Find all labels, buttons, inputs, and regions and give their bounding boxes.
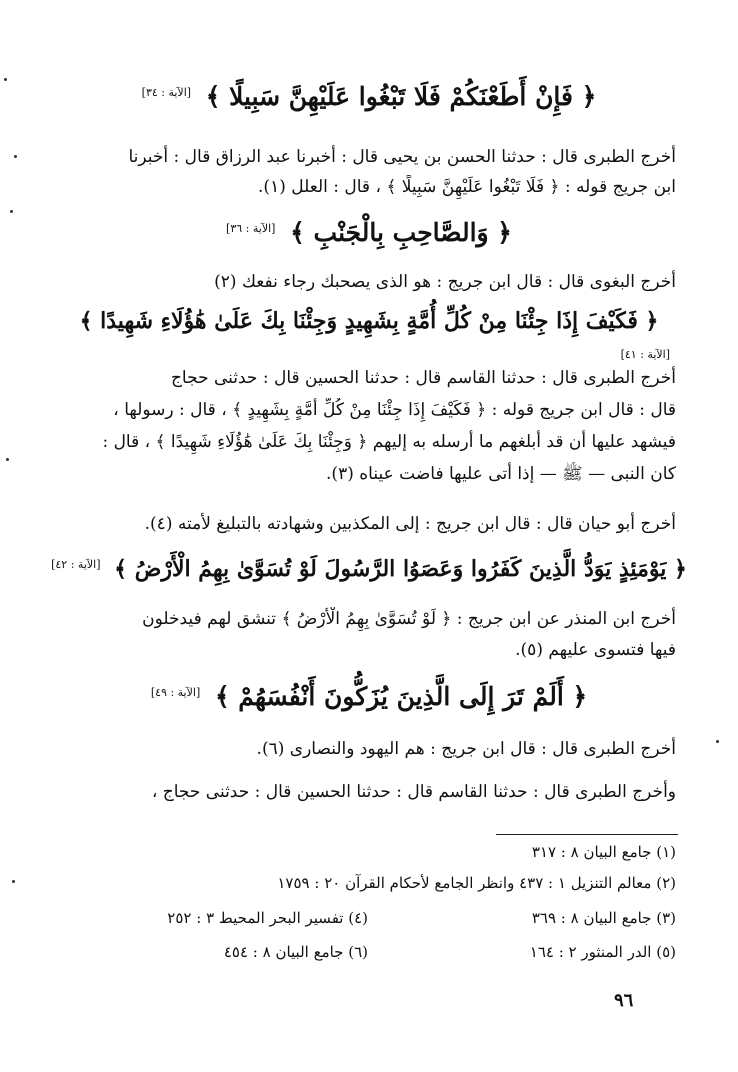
ayah-heading <box>40 82 698 111</box>
ayah-reference: [الآية : ٤٩] <box>150 685 201 699</box>
ayah-heading <box>40 218 698 247</box>
ayah-reference: [الآية : ٣٦] <box>226 221 276 235</box>
footnote: (٤) تفسير البحر المحيط ٣ : ٢٥٢ <box>167 909 368 927</box>
text-line: وأخرج الطبرى قال : حدثنا القاسم قال : حدثنا الحسين قال : حدثنى حجاج ، <box>151 782 676 802</box>
page-number: ٩٦ <box>614 990 634 1011</box>
text-line: أخرج الطبرى قال : حدثنا الحسن بن يحيى قال : أخبرنا عبد الرزاق قال : أخبرنا <box>128 147 676 167</box>
text-line: أخرج البغوى قال : قال ابن جريج : هو الذى يصحبك رجاء نفعك (٢) <box>214 272 676 292</box>
ayah-heading <box>40 308 698 334</box>
text-line: أخرج الطبرى قال : حدثنا القاسم قال : حدثنا الحسين قال : حدثنى حجاج <box>170 368 676 388</box>
scan-speck <box>12 880 15 883</box>
ayah-heading <box>40 556 698 582</box>
scan-speck <box>14 155 17 158</box>
footnote: (٢) معالم التنزيل ١ : ٤٣٧ وانظر الجامع لأحكام القرآن ٢٠ : ١٧٥٩ <box>277 874 676 892</box>
ayah-reference: [الآية : ٤٢] <box>51 557 101 571</box>
scan-speck <box>10 210 13 213</box>
footnote-divider <box>496 834 678 835</box>
ayah-text: ﴿ فَإِنْ أَطَعْنَكُمْ فَلَا تَبْغُوا عَلَيْهِنَّ سَبِيلًا ﴾ <box>205 82 597 111</box>
text-line: أخرج ابن المنذر عن ابن جريج : ﴿ لَوْ تُسَوَّىٰ بِهِمُ الْأَرْضُ ﴾ تنشق لهم فيدخلون <box>142 609 676 629</box>
footnote: (١) جامع البيان ٨ : ٣١٧ <box>531 843 676 861</box>
text-line: أخرج الطبرى قال : قال ابن جريج : هم اليهود والنصارى (٦). <box>256 739 676 759</box>
text-line: قال : قال ابن جريج قوله : ﴿ فَكَيْفَ إِذَا جِئْنَا مِنْ كُلِّ أُمَّةٍ بِشَهِيدٍ ﴾ ، قال : رسولها ، <box>113 400 676 420</box>
text-line: كان النبى — ﷺ — إذا أتى عليها فاضت عيناه (٣). <box>326 464 676 484</box>
ayah-reference: [الآية : ٤١] <box>620 348 670 361</box>
ayah-text: ﴿ يَوْمَئِذٍ يَوَدُّ الَّذِينَ كَفَرُوا وَعَصَوُا الرَّسُولَ لَوْ تُسَوَّىٰ بِهِمُ الْأَرْضُ ﴾ <box>114 556 687 582</box>
scan-speck <box>716 740 719 743</box>
text-line: أخرج أبو حيان قال : قال ابن جريج : إلى المكذبين وشهادته بالتبليغ لأمته (٤). <box>144 514 676 534</box>
footnote: (٥) الدر المنثور ٢ : ١٦٤ <box>529 943 676 961</box>
text-line: فيها فتسوى عليهم (٥). <box>515 640 676 660</box>
footnote: (٣) جامع البيان ٨ : ٣٦٩ <box>531 909 676 927</box>
ayah-reference: [الآية : ٣٤] <box>141 85 192 99</box>
scan-speck <box>4 78 7 81</box>
ayah-heading <box>40 682 698 711</box>
scan-speck <box>6 458 9 461</box>
text-line: ابن جريج قوله : ﴿ فَلَا تَبْغُوا عَلَيْهِنَّ سَبِيلًا ﴾ ، قال : العلل (١). <box>258 177 676 197</box>
ayah-text: ﴿ فَكَيْفَ إِذَا جِئْنَا مِنْ كُلِّ أُمَّةٍ بِشَهِيدٍ وَجِئْنَا بِكَ عَلَىٰ هَٰؤُلَاءِ شَهِيدًا ﴾ <box>79 308 659 334</box>
ayah-text: ﴿ أَلَمْ تَرَ إِلَى الَّذِينَ يُزَكُّونَ أَنْفُسَهُمْ ﴾ <box>214 682 588 711</box>
footnote: (٦) جامع البيان ٨ : ٤٥٤ <box>223 943 368 961</box>
text-line: فيشهد عليها أن قد أبلغهم ما أرسله به إليهم ﴿ وَجِئْنَا بِكَ عَلَىٰ هَٰؤُلَاءِ شَهِيدًا ﴾ ، قال : <box>102 432 676 452</box>
ayah-text: ﴿ وَالصَّاحِبِ بِالْجَنْبِ ﴾ <box>290 218 512 247</box>
